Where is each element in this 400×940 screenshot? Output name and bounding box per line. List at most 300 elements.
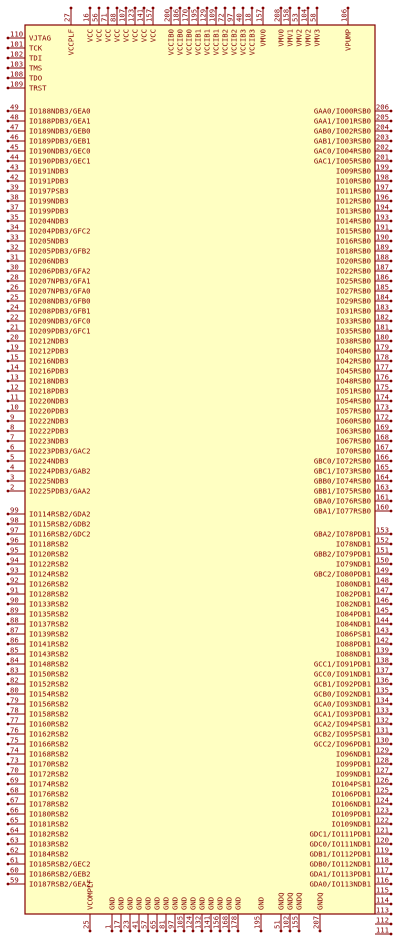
right-pin-end [390, 933, 393, 936]
left-pin-end [7, 543, 10, 546]
top-pin-name: VCC [121, 29, 131, 43]
right-pin-end [390, 663, 393, 666]
bottom-pin-end [219, 930, 222, 933]
left-pin-name: IO225NDB3 [29, 476, 69, 486]
left-pin-name: IO170RSB2 [29, 759, 69, 769]
bottom-pin-number: 41 [130, 920, 140, 929]
left-pin-number: 37 [10, 202, 19, 212]
right-pin-number: 202 [375, 142, 389, 152]
right-pin-number: 137 [375, 665, 389, 675]
right-pin-number: 118 [375, 855, 389, 865]
left-pin-end [7, 140, 10, 143]
left-pin-number: 21 [10, 322, 19, 332]
left-pin-name: IO205PDB3/GFB2 [29, 246, 91, 256]
right-pin-end [390, 633, 393, 636]
right-pin-number: 153 [375, 525, 389, 535]
left-pin-name: IO188NDB3/GEA0 [29, 106, 91, 116]
right-pin-name: IO45RSB0 [335, 366, 371, 376]
top-pin-number: 170 [180, 8, 190, 22]
right-pin-number: 150 [375, 555, 389, 565]
left-pin-end [7, 643, 10, 646]
right-pin-name: IO27RSB0 [335, 286, 371, 296]
right-pin-number: 194 [375, 202, 389, 212]
left-pin-name: IO180RSB2 [29, 809, 69, 819]
bottom-pin-name: GND [188, 896, 198, 910]
right-pin-number: 164 [375, 472, 389, 482]
left-pin-end [7, 563, 10, 566]
right-pin-end [390, 653, 393, 656]
bottom-pin-name: GND [215, 896, 225, 910]
right-pin-end [390, 823, 393, 826]
right-pin-end [390, 290, 393, 293]
left-pin-name: IO207NPB3/GFA0 [29, 286, 91, 296]
right-pin-number: 193 [375, 212, 389, 222]
right-pin-number: 176 [375, 372, 389, 382]
right-pin-end [390, 583, 393, 586]
left-pin-end [7, 833, 10, 836]
right-pin-end [390, 360, 393, 363]
left-pin-number: 91 [10, 585, 19, 595]
right-pin-number: 135 [375, 685, 389, 695]
left-pin-number: 103 [10, 59, 24, 69]
left-pin-end [7, 613, 10, 616]
right-pin-number: 206 [375, 102, 389, 112]
left-pin-end [7, 190, 10, 193]
right-pin-name: IO67RSB0 [335, 436, 371, 446]
bottom-pin-end [89, 930, 92, 933]
top-pin-name: VCC [85, 29, 95, 43]
left-pin-name: IO184RSB2 [29, 849, 69, 859]
left-pin-end [7, 883, 10, 886]
right-pin-end [390, 683, 393, 686]
left-pin-name: IO124RSB2 [29, 569, 69, 579]
left-pin-end [7, 220, 10, 223]
top-pin-number: 200 [162, 8, 172, 22]
right-pin-name: GAA0/IO00RSB0 [313, 106, 371, 116]
top-pin-number: 18 [243, 13, 253, 22]
right-pin-name: GAB1/IO03RSB0 [313, 136, 371, 146]
right-pin-name: IO80NDB1 [335, 579, 371, 589]
right-pin-name: IO22RSB0 [335, 266, 371, 276]
left-pin-end [7, 573, 10, 576]
bottom-pin-number: 168 [220, 915, 230, 929]
bottom-pin-name: GNDQ [315, 892, 325, 910]
right-pin-name: GCC1/IO91PDB1 [313, 659, 371, 669]
left-pin-end [7, 210, 10, 213]
right-pin-name: GCC0/IO91NDB1 [313, 669, 371, 679]
left-pin-number: 78 [10, 705, 19, 715]
right-pin-end [390, 140, 393, 143]
left-pin-end [7, 230, 10, 233]
right-pin-name: IO48RSB0 [335, 376, 371, 386]
right-pin-name: GBA2/IO78PDB1 [313, 529, 371, 539]
left-pin-end [7, 120, 10, 123]
left-pin-number: 32 [10, 242, 19, 252]
right-pin-end [390, 553, 393, 556]
right-pin-end [390, 370, 393, 373]
left-pin-number: 9 [10, 412, 15, 422]
right-pin-name: IO29RSB0 [335, 296, 371, 306]
bottom-pin-number: 97 [166, 920, 176, 929]
right-pin-number: 119 [375, 845, 389, 855]
left-pin-end [7, 753, 10, 756]
left-pin-name: IO115RSB2/GDB2 [29, 519, 91, 529]
right-pin-name: GCA1/IO93PDB1 [313, 709, 371, 719]
right-pin-name: IO14RSB0 [335, 216, 371, 226]
left-pin-number: 73 [10, 755, 19, 765]
bottom-pin-name: GNDQ [285, 892, 295, 910]
right-pin-number: 138 [375, 655, 389, 665]
bottom-pin-end [260, 930, 263, 933]
left-pin-number: 94 [10, 555, 19, 565]
right-pin-name: GDC1/IO111PDB1 [309, 829, 371, 839]
left-pin-number: 77 [10, 715, 19, 725]
bottom-pin-end [165, 930, 168, 933]
right-pin-number: 165 [375, 462, 389, 472]
left-pin-number: 66 [10, 805, 19, 815]
right-pin-number: 136 [375, 675, 389, 685]
right-pin-end [390, 533, 393, 536]
left-pin-end [7, 533, 10, 536]
right-pin-number: 144 [375, 615, 389, 625]
right-pin-number: 132 [375, 715, 389, 725]
left-pin-end [7, 370, 10, 373]
right-pin-name: IO96NDB1 [335, 749, 371, 759]
left-pin-end [7, 260, 10, 263]
right-pin-number: 125 [375, 785, 389, 795]
right-pin-number: 122 [375, 815, 389, 825]
right-pin-number: 163 [375, 482, 389, 492]
left-pin-end [7, 450, 10, 453]
left-pin-end [7, 480, 10, 483]
left-pin-end [7, 863, 10, 866]
left-pin-number: 5 [10, 452, 15, 462]
right-pin-number: 174 [375, 392, 389, 402]
top-pin-number: 58 [308, 13, 318, 22]
left-pin-end [7, 280, 10, 283]
left-pin-number: 11 [10, 392, 19, 402]
left-pin-number: 24 [10, 302, 19, 312]
left-pin-end [7, 683, 10, 686]
right-pin-number: 201 [375, 152, 389, 162]
right-pin-number: 114 [375, 895, 389, 905]
top-pin-name: VCC [103, 29, 113, 43]
bottom-pin-end [228, 930, 231, 933]
bottom-pin-end [298, 930, 301, 933]
right-pin-number: 142 [375, 635, 389, 645]
right-pin-end [390, 783, 393, 786]
left-pin-number: 109 [10, 79, 24, 89]
right-pin-end [390, 563, 393, 566]
left-pin-name: IO216NDB3 [29, 356, 69, 366]
top-pin-name: VCCIB0 [166, 29, 176, 56]
right-pin-number: 184 [375, 292, 389, 302]
bottom-pin-number: 57 [139, 920, 149, 929]
left-pin-number: 43 [10, 162, 19, 172]
left-pin-number: 76 [10, 725, 19, 735]
left-pin-end [7, 490, 10, 493]
top-pin-number: 16 [81, 13, 91, 22]
left-pin-end [7, 360, 10, 363]
right-pin-end [390, 480, 393, 483]
left-pin-end [7, 380, 10, 383]
left-pin-name: IO220NDB3 [29, 396, 69, 406]
left-pin-number: 75 [10, 735, 19, 745]
left-pin-name: IO212PDB3 [29, 346, 69, 356]
left-pin-number: 99 [10, 505, 19, 515]
right-pin-name: GCA2/IO94PSB1 [313, 719, 371, 729]
left-pin-end [7, 57, 10, 60]
right-pin-end [390, 803, 393, 806]
right-pin-number: 152 [375, 535, 389, 545]
left-pin-end [7, 250, 10, 253]
top-pin-name: VMV0 [276, 29, 286, 47]
right-pin-number: 186 [375, 272, 389, 282]
bottom-pin-end [138, 930, 141, 933]
right-pin-name: GAC0/IO04RSB0 [313, 146, 371, 156]
right-pin-end [390, 510, 393, 513]
right-pin-name: IO63RSB0 [335, 426, 371, 436]
left-pin-number: 34 [10, 222, 19, 232]
top-pin-number: 107 [117, 8, 127, 22]
left-pin-name: IO148RSB2 [29, 659, 69, 669]
left-pin-name: IO223NDB3 [29, 436, 69, 446]
top-pin-end [89, 7, 92, 10]
left-pin-end [7, 663, 10, 666]
left-pin-end [7, 633, 10, 636]
right-pin-name: IO25RSB0 [335, 276, 371, 286]
top-pin-number: 53 [290, 13, 300, 22]
right-pin-end [390, 210, 393, 213]
right-pin-name: GBB1/IO75RSB0 [313, 486, 371, 496]
left-pin-number: 108 [10, 69, 24, 79]
right-pin-name: GCB1/IO92PDB1 [313, 679, 371, 689]
right-pin-end [390, 893, 393, 896]
right-pin-end [390, 190, 393, 193]
right-pin-number: 197 [375, 182, 389, 192]
right-pin-end [390, 643, 393, 646]
top-pin-number: 129 [198, 8, 208, 22]
left-pin-name: IO218NDB3 [29, 376, 69, 386]
left-pin-name: IO168RSB2 [29, 749, 69, 759]
right-pin-end [390, 270, 393, 273]
right-pin-end [390, 603, 393, 606]
left-pin-end [7, 290, 10, 293]
right-pin-number: 113 [375, 905, 389, 915]
right-pin-end [390, 300, 393, 303]
left-pin-name: IO191PDB3 [29, 176, 69, 186]
left-pin-number: 70 [10, 765, 19, 775]
left-pin-name: IO139RSB2 [29, 629, 69, 639]
right-pin-number: 190 [375, 232, 389, 242]
left-pin-number: 39 [10, 182, 19, 192]
left-pin-number: 62 [10, 845, 19, 855]
top-pin-name: VCCIB1 [193, 29, 203, 56]
left-pin-name: IO224PDB3/GAB2 [29, 466, 91, 476]
left-pin-name: IO182RSB2 [29, 829, 69, 839]
right-pin-name: GBB2/IO79PDB1 [313, 549, 371, 559]
right-pin-name: IO82NDB1 [335, 599, 371, 609]
right-pin-number: 116 [375, 875, 389, 885]
right-pin-end [390, 923, 393, 926]
left-pin-number: 26 [10, 282, 19, 292]
left-pin-number: 68 [10, 785, 19, 795]
right-pin-end [390, 240, 393, 243]
left-pin-end [7, 553, 10, 556]
right-pin-name: GCB2/IO95PSB1 [313, 729, 371, 739]
left-pin-end [7, 653, 10, 656]
right-pin-number: 147 [375, 585, 389, 595]
left-pin-end [7, 350, 10, 353]
right-pin-end [390, 593, 393, 596]
top-pin-name: VMV1 [285, 29, 295, 47]
left-pin-name: IO207NPB3/GFA1 [29, 276, 91, 286]
left-pin-end [7, 270, 10, 273]
right-pin-end [390, 903, 393, 906]
right-pin-name: IO42RSB0 [335, 356, 371, 366]
right-pin-end [390, 543, 393, 546]
bottom-pin-name: VCOMPLF [85, 879, 95, 910]
bottom-pin-name: GND [143, 896, 153, 910]
left-pin-end [7, 743, 10, 746]
right-pin-name: IO79NDB1 [335, 559, 371, 569]
top-pin-number: 106 [339, 8, 349, 22]
right-pin-number: 178 [375, 352, 389, 362]
bottom-pin-name: GND [179, 896, 189, 910]
bottom-pin-number: 81 [157, 920, 167, 929]
right-pin-number: 143 [375, 625, 389, 635]
right-pin-end [390, 430, 393, 433]
top-pin-number: 157 [144, 8, 154, 22]
left-pin-name: IO188PDB3/GEA1 [29, 116, 91, 126]
left-pin-name: IO114RSB2/GDA2 [29, 509, 91, 519]
right-pin-name: GCB0/IO92NDB1 [313, 689, 371, 699]
left-pin-end [7, 513, 10, 516]
left-pin-name: IO186RSB2/GEB2 [29, 869, 91, 879]
right-pin-end [390, 120, 393, 123]
top-pin-number: 195 [189, 8, 199, 22]
left-pin-name: IO185RSB2/GEC2 [29, 859, 91, 869]
right-pin-name: IO54RSB0 [335, 396, 371, 406]
right-pin-end [390, 160, 393, 163]
top-pin-number: 71 [99, 13, 109, 22]
left-pin-number: 13 [10, 372, 19, 382]
left-pin-number: 87 [10, 625, 19, 635]
bottom-pin-number: 178 [229, 915, 239, 929]
left-pin-end [7, 130, 10, 133]
right-pin-name: IO84NDB1 [335, 619, 371, 629]
bottom-pin-end [289, 930, 292, 933]
right-pin-number: 131 [375, 725, 389, 735]
right-pin-name: GAA1/IO01RSB0 [313, 116, 371, 126]
right-pin-end [390, 713, 393, 716]
left-pin-name: IO172RSB2 [29, 769, 69, 779]
right-pin-end [390, 280, 393, 283]
right-pin-name: GAC1/IO05RSB0 [313, 156, 371, 166]
left-pin-end [7, 623, 10, 626]
left-pin-name: IO218PDB3 [29, 386, 69, 396]
right-pin-name: GCA0/IO93NDB1 [313, 699, 371, 709]
bottom-pin-number: 25 [81, 920, 91, 929]
left-pin-end [7, 793, 10, 796]
top-pin-name: VCCIB3 [238, 29, 248, 56]
right-pin-number: 185 [375, 282, 389, 292]
bottom-pin-name: GND [107, 896, 117, 910]
left-pin-name: IO126RSB2 [29, 579, 69, 589]
left-pin-name: IO160RSB2 [29, 719, 69, 729]
bottom-pin-name: GND [134, 896, 144, 910]
left-pin-name: TMS [29, 63, 43, 73]
left-pin-number: 20 [10, 332, 19, 342]
right-pin-number: 205 [375, 112, 389, 122]
right-pin-number: 120 [375, 835, 389, 845]
left-pin-name: IO212NDB3 [29, 336, 69, 346]
left-pin-number: 60 [10, 865, 19, 875]
left-pin-number: 92 [10, 575, 19, 585]
bottom-pin-end [319, 930, 322, 933]
right-pin-name: IO12RSB0 [335, 196, 371, 206]
left-pin-end [7, 713, 10, 716]
left-pin-end [7, 180, 10, 183]
right-pin-number: 126 [375, 775, 389, 785]
right-pin-number: 189 [375, 242, 389, 252]
right-pin-number: 166 [375, 452, 389, 462]
right-pin-end [390, 460, 393, 463]
top-pin-name: VCCIB1 [202, 29, 212, 56]
right-pin-number: 198 [375, 172, 389, 182]
top-pin-name: VCC [130, 29, 140, 43]
right-pin-end [390, 170, 393, 173]
right-pin-name: IO15RSB0 [335, 226, 371, 236]
right-pin-name: IO57RSB0 [335, 406, 371, 416]
left-pin-end [7, 673, 10, 676]
bottom-pin-name: GND [206, 896, 216, 910]
right-pin-end [390, 230, 393, 233]
right-pin-number: 134 [375, 695, 389, 705]
bottom-pin-name: GND [152, 896, 162, 910]
left-pin-number: 61 [10, 855, 19, 865]
right-pin-end [390, 110, 393, 113]
left-pin-name: IO197PSB3 [29, 186, 69, 196]
bottom-pin-name: GND [125, 896, 135, 910]
right-pin-end [390, 913, 393, 916]
right-pin-name: IO78NDB1 [335, 539, 371, 549]
right-pin-end [390, 380, 393, 383]
left-pin-number: 96 [10, 535, 19, 545]
top-pin-name: VCCIB2 [220, 29, 230, 56]
left-pin-end [7, 77, 10, 80]
left-pin-name: IO209PDB3/GFC1 [29, 326, 91, 336]
left-pin-end [7, 67, 10, 70]
top-pin-name: VCC [139, 29, 149, 43]
right-pin-name: GBA0/IO76RSB0 [313, 496, 371, 506]
right-pin-number: 145 [375, 605, 389, 615]
bottom-pin-number: 17 [112, 920, 122, 929]
right-pin-end [390, 723, 393, 726]
left-pin-name: IO116RSB2/GDC2 [29, 529, 91, 539]
left-pin-number: 65 [10, 815, 19, 825]
left-pin-number: 85 [10, 645, 19, 655]
left-pin-end [7, 723, 10, 726]
right-pin-number: 179 [375, 342, 389, 352]
bottom-pin-end [210, 930, 213, 933]
bottom-pin-end [280, 930, 283, 933]
right-pin-name: IO60RSB0 [335, 416, 371, 426]
right-pin-name: IO33RSB0 [335, 316, 371, 326]
right-pin-end [390, 883, 393, 886]
right-pin-end [390, 703, 393, 706]
right-pin-end [390, 200, 393, 203]
